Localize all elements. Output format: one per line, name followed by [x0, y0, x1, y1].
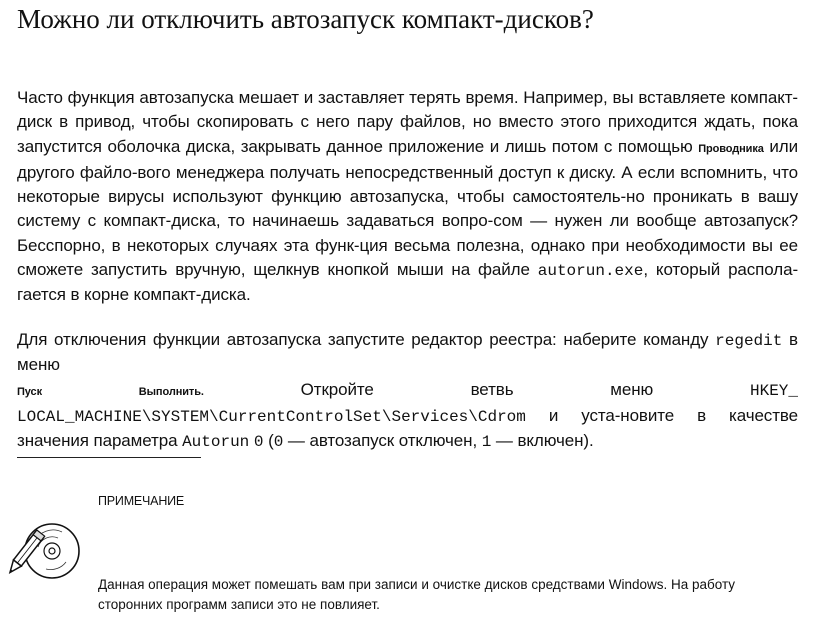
- note-cd-pencil-icon: [4, 518, 86, 580]
- page-title: Можно ли отключить автозапуск компакт-дисков?: [17, 4, 594, 34]
- instructions-paragraph: [17, 328, 798, 454]
- word-branch: ветвь: [470, 379, 514, 399]
- explorer-reference: Проводника: [698, 142, 764, 155]
- intro-paragraph: [17, 86, 798, 308]
- menu-run-reference: Выполнить.: [138, 385, 204, 398]
- word-open: Откройте: [300, 379, 374, 399]
- paragraph-text: в меню: [17, 330, 798, 375]
- regedit-command: regedit: [715, 332, 783, 350]
- autorun-value: 0: [253, 433, 264, 452]
- registry-key-path: LOCAL_MACHINE\SYSTEM\CurrentControlSet\Services\Cdrom: [17, 407, 526, 426]
- paragraph-text: — включен).: [491, 431, 594, 451]
- registry-line: [17, 404, 798, 455]
- paragraph-text: и уста-новите в качестве значения параметра: [17, 405, 798, 451]
- word-menu: меню: [610, 379, 654, 399]
- value-enabled: 1: [481, 433, 492, 452]
- menu-start-reference: Пуск: [17, 385, 42, 398]
- value-disabled: 0: [273, 433, 284, 452]
- paragraph-text: , который распола-гается в корне компакт-диска.: [17, 260, 799, 305]
- footnote-rule: [17, 457, 201, 458]
- instructions-line: [17, 328, 798, 378]
- registry-hive: HKEY_: [749, 381, 798, 400]
- paragraph-text: — автозапуск отключен,: [283, 431, 482, 451]
- paragraph-text: или другого файло-вого менеджера получать непосредственный доступ к диску. А если вспомнить, что некоторые вирусы используют функцию автозапуска, чтобы самостоятель-но проникать в вашу систему с компакт-диска, то начинаешь задаваться вопро-сом — нужен ли вообще автозапуск? Бесспорно, в некоторых случаях эта функ-ция весьма полезна, однако при необходимости вы ее сможете запустить вручную, щелкнув кнопкой мыши на файле: [17, 136, 798, 280]
- paragraph-text: (: [263, 431, 274, 451]
- paragraph-text: Для отключения функции автозапуска запустите редактор реестра: наберите команду: [17, 330, 716, 349]
- menu-path-line: [17, 378, 798, 404]
- note-title: ПРИМЕЧАНИЕ: [98, 494, 185, 508]
- paragraph-text: Часто функция автозапуска мешает и заставляет терять время. Например, вы вставляете компакт-диск в привод, чтобы скопировать с него пару файлов, но вместо этого приходится ждать, пока запустится оболочка диска, закрывать данное приложение и лишь потом с помощью: [17, 88, 798, 156]
- autorun-parameter: Autorun: [182, 433, 250, 452]
- autorun-filename: autorun.exe: [537, 262, 644, 281]
- note-text: Данная операция может помешать вам при записи и очистке дисков средствами Windows. На работу сторонних программ записи это не повлияет.: [98, 577, 736, 612]
